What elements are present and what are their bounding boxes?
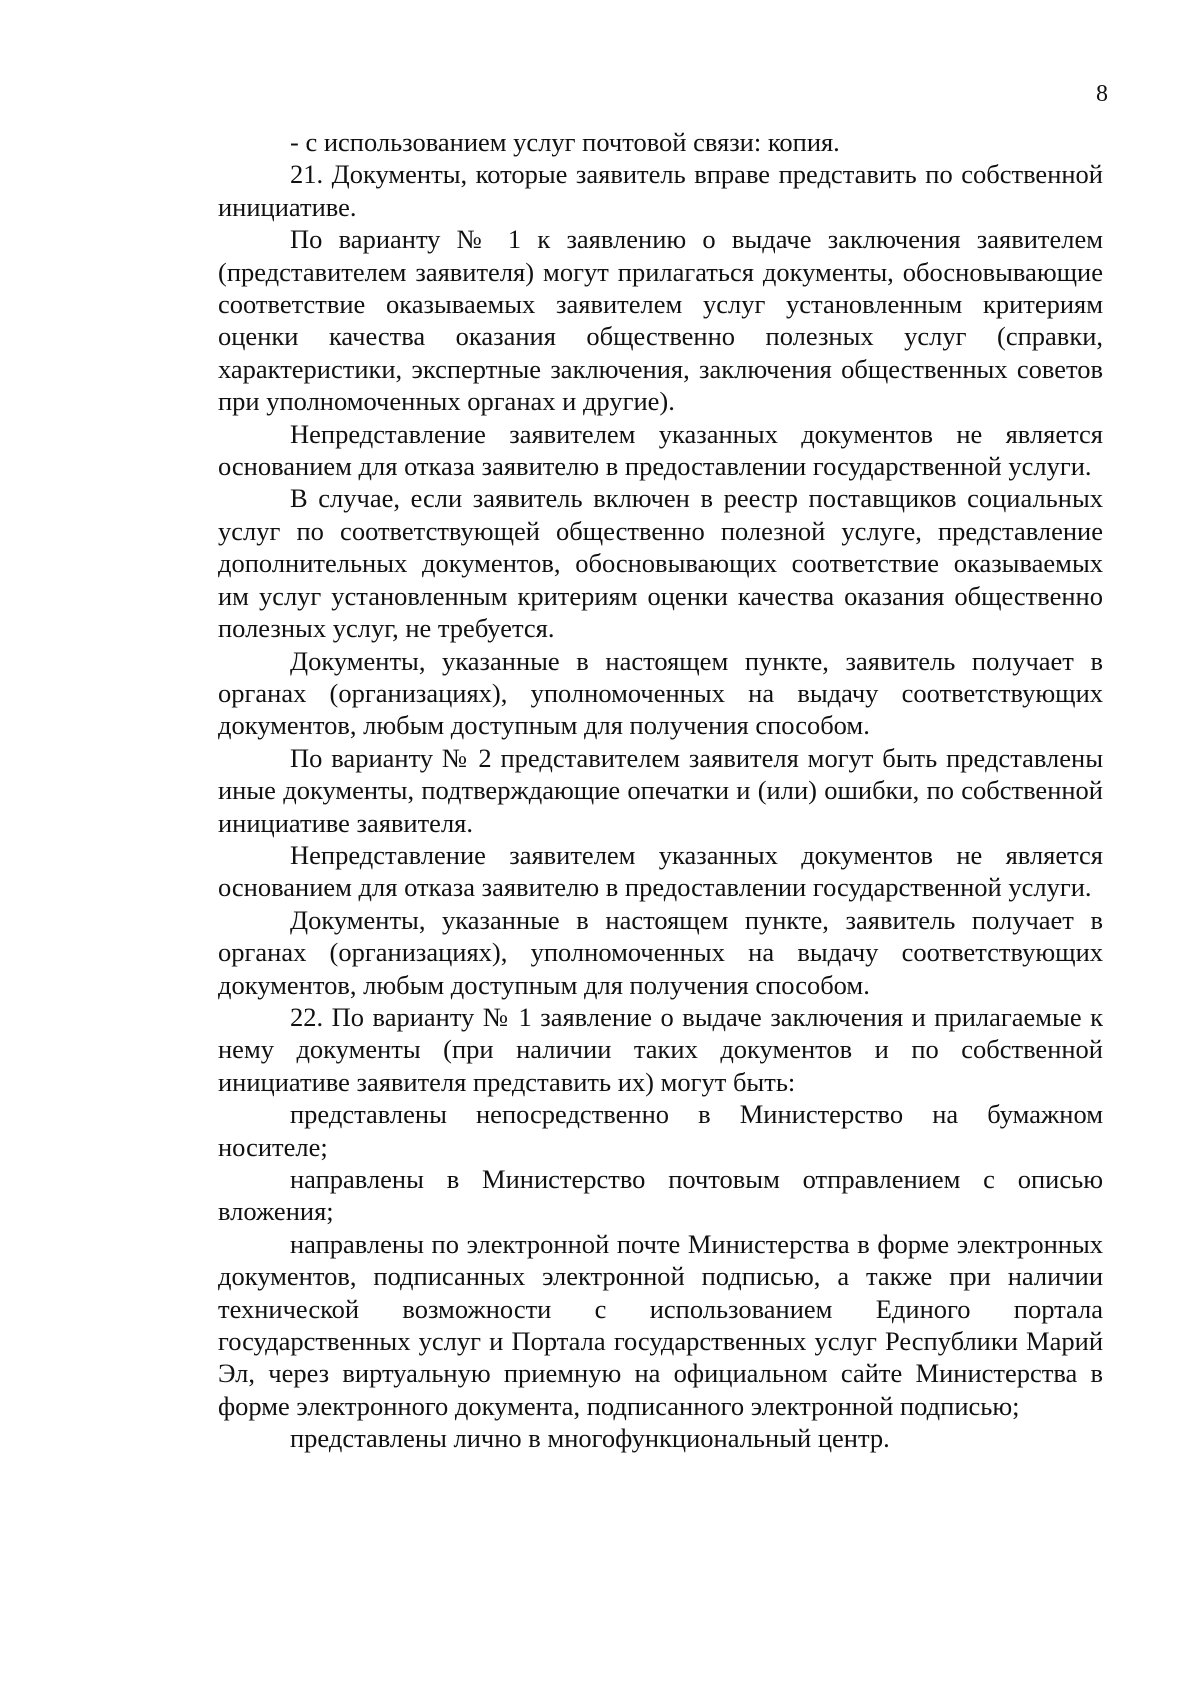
paragraph-postal-copy: - с использованием услуг почтовой связи: копия. [290, 127, 840, 157]
paragraph-variant-2-documents: По варианту № 2 представителем заявителя могут быть представлены иные документы, подтверждающие опечатки и (или) ошибки, по собственной инициативе заявителя. [218, 742, 1103, 838]
paragraph-non-submission: Непредставление заявителем указанных документов не является основанием для отказа заявителю в предоставлении государственной услуги. [218, 418, 1103, 482]
paragraph-item-21: 21. Документы, которые заявитель вправе представить по собственной инициативе. [218, 159, 1103, 222]
paragraph-mfc-submission: представлены лично в многофункциональный центр. [290, 1423, 890, 1454]
paragraph-item-22: 22. По варианту № 1 заявление о выдаче заключения и прилагаемые к нему документы (при наличии таких документов и по собственной инициативе заявителя представить их) могут быть: [218, 1001, 1103, 1097]
paragraph-non-submission-2: Непредставление заявителем указанных документов не является основанием для отказа заявителю в предоставлении государственной услуги. [218, 839, 1103, 903]
paragraph-documents-obtained-2: Документы, указанные в настоящем пункте, заявитель получает в органах (организациях), уполномоченных на выдачу соответствующих документов, любым доступным для получения способом. [218, 904, 1103, 1000]
paragraph-documents-obtained: Документы, указанные в настоящем пункте, заявитель получает в органах (организациях), уполномоченных на выдачу соответствующих документов, любым доступным для получения способом. [218, 645, 1103, 741]
page-number: 8 [1096, 81, 1108, 107]
paragraph-registry-case: В случае, если заявитель включен в реестр поставщиков социальных услуг по соответствующей общественно полезной услуге, представление дополнительных документов, обосновывающих соответствие оказываемых им услуг установленным критериям оценки качества оказания общественно полезных услуг, не требуется. [218, 483, 1103, 644]
paragraph-postal-submission: направлены в Министерство почтовым отправлением с описью вложения; [218, 1164, 1103, 1227]
document-body [218, 126, 1103, 1455]
paragraph-variant-1-documents: По варианту № 1 к заявлению о выдаче заключения заявителем (представителем заявителя) могут прилагаться документы, обосновывающие соответствие оказываемых заявителем услуг установленным критериям оценки качества оказания общественно полезных услуг (справки, характеристики, экспертные заключения, заключения общественных советов при уполномоченных органах и другие). [218, 224, 1103, 417]
paragraph-paper-submission: представлены непосредственно в Министерство на бумажном носителе; [218, 1099, 1103, 1162]
paragraph-electronic-submission: направлены по электронной почте Министерства в форме электронных документов, подписанных электронной подписью, а также при наличии технической возможности с использованием Единого портала государственных услуг и Портала государственных услуг Республики Марий Эл, через виртуальную приемную на официальном сайте Министерства в форме электронного документа, подписанного электронной подписью; [218, 1228, 1103, 1421]
